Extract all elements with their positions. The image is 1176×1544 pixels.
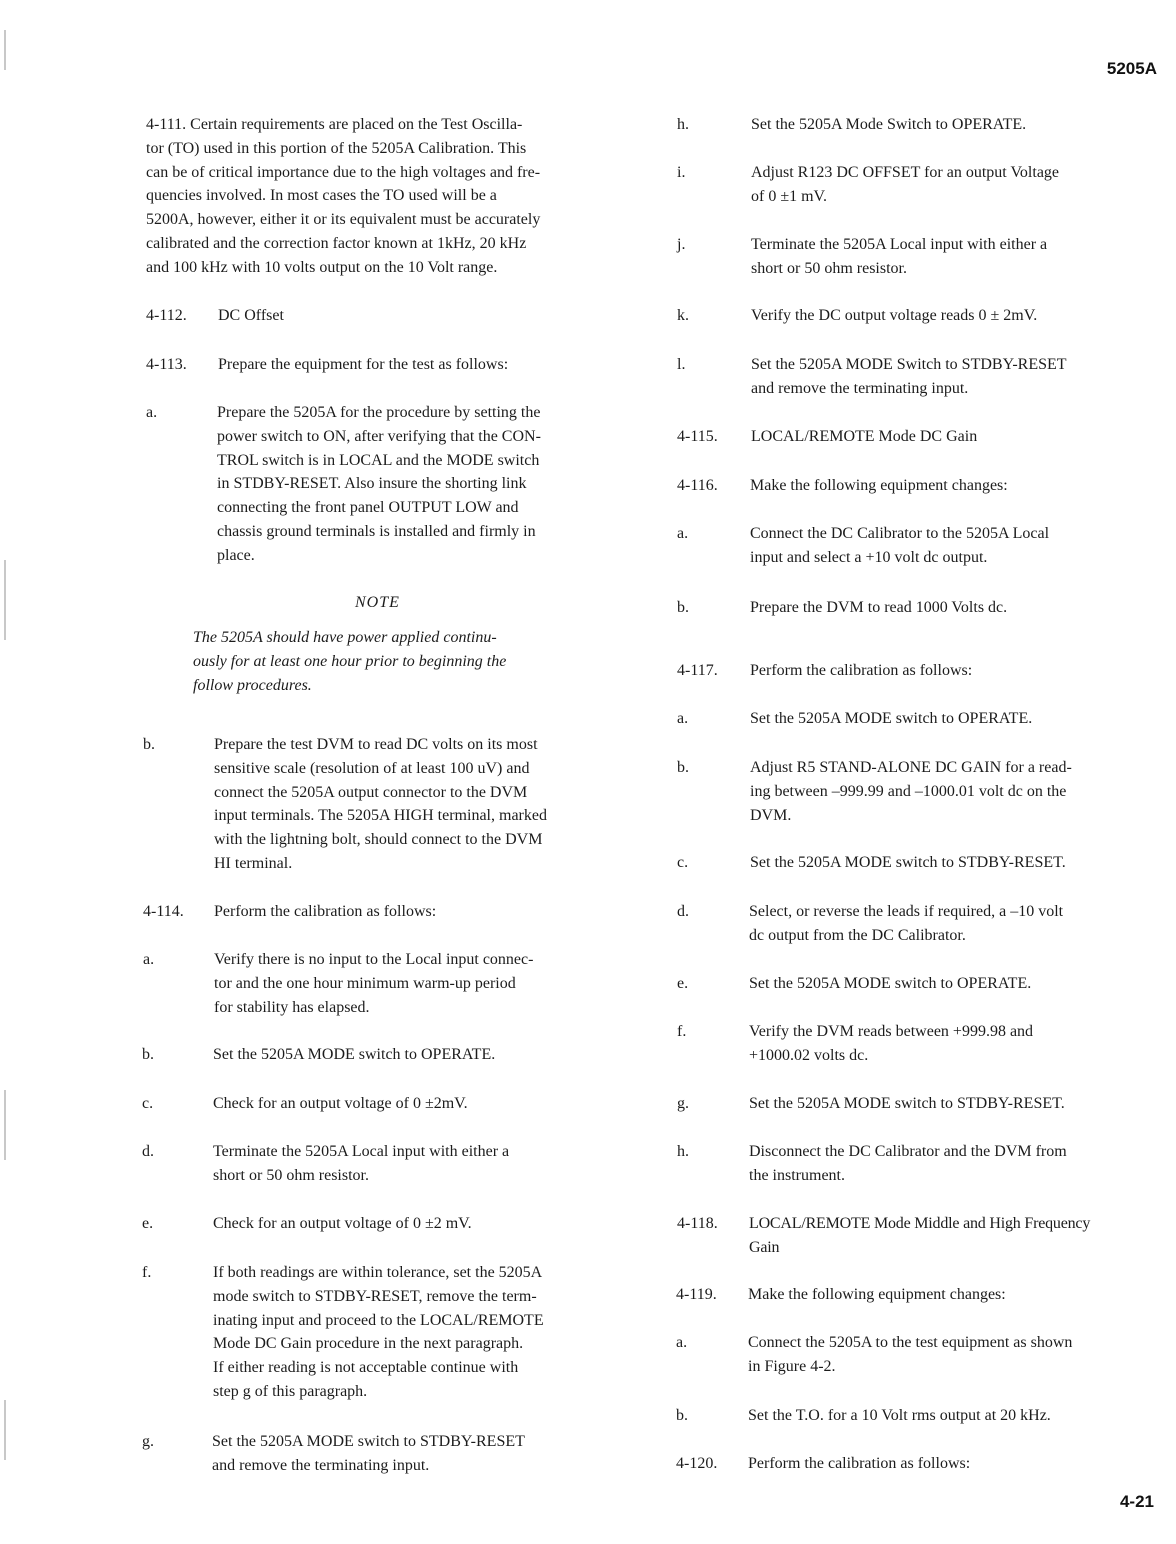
- step-text: Disconnect the DC Calibrator and the DVM from the instrument.: [749, 1143, 1067, 1184]
- paragraph-number: 4-118.: [677, 1215, 718, 1232]
- step-text: Prepare the 5205A for the procedure by setting the power switch to ON, after verifying that the CON- TROL switch is in LOCAL and the MODE switch in STDBY-RESET. Also insure the shorting link connecting the front panel OUTPUT LOW and chassis ground terminals is installed and firmly in place.: [217, 404, 541, 564]
- paragraph-number: 4-115.: [677, 428, 718, 445]
- step-label: b.: [142, 1046, 154, 1063]
- step-text: Terminate the 5205A Local input with either a short or 50 ohm resistor.: [213, 1143, 510, 1184]
- paragraph-text: Prepare the equipment for the test as follows:: [218, 356, 509, 373]
- page-number: 4-21: [1119, 1492, 1154, 1511]
- step-label: i.: [677, 164, 686, 181]
- paragraph-number: 4-119.: [676, 1286, 717, 1303]
- step-text: Set the 5205A MODE switch to OPERATE.: [749, 975, 1032, 992]
- step-text: Adjust R5 STAND-ALONE DC GAIN for a read- ing between –999.99 and –1000.01 volt dc on the DVM.: [750, 759, 1072, 824]
- step-text: Check for an output voltage of 0 ±2mV.: [213, 1095, 468, 1112]
- step-label: g.: [677, 1095, 689, 1112]
- step-text: Prepare the test DVM to read DC volts on its most sensitive scale (resolution of at least 100 uV) and connect the 5205A output connector to the DVM input terminals. The 5205A HIGH terminal, marked with the lightning bolt, should connect to the DVM HI terminal.: [214, 736, 547, 872]
- step-label: d.: [677, 903, 689, 920]
- step-label: f.: [677, 1023, 687, 1040]
- step-label: h.: [677, 1143, 689, 1160]
- step-label: a.: [677, 710, 689, 727]
- step-label: c.: [142, 1095, 154, 1112]
- scan-edge-mark: [4, 30, 6, 70]
- section-heading: DC Offset: [218, 307, 284, 324]
- step-label: b.: [677, 759, 689, 776]
- paragraph-number: 4-112.: [146, 307, 187, 324]
- step-label: d.: [142, 1143, 154, 1160]
- step-text: Select, or reverse the leads if required, a –10 volt dc output from the DC Calibrator.: [749, 903, 1064, 944]
- paragraph-number: 4-113.: [146, 356, 187, 373]
- step-label: g.: [142, 1433, 154, 1450]
- step-label: a.: [676, 1334, 688, 1351]
- step-text: If both readings are within tolerance, set the 5205A mode switch to STDBY-RESET, remove the term- inating input and proceed to the LOCAL/REMOTE Mode DC Gain procedure in the next paragraph. If either reading is not acceptable continue with step g of this paragraph.: [213, 1264, 544, 1400]
- step-label: b.: [676, 1407, 688, 1424]
- step-label: l.: [677, 356, 686, 373]
- step-text: Connect the 5205A to the test equipment as shown in Figure 4-2.: [748, 1334, 1073, 1375]
- paragraph-number: 4-116.: [677, 477, 718, 494]
- step-text: Connect the DC Calibrator to the 5205A Local input and select a +10 volt dc output.: [750, 525, 1050, 566]
- step-text: Set the 5205A MODE switch to OPERATE.: [213, 1046, 496, 1063]
- paragraph-4-111: 4-111. Certain requirements are placed on the Test Oscilla- tor (TO) used in this portion of the 5205A Calibration. This can be of critical importance due to the high voltages and fre- quencies involved. In most cases the TO used will be a 5200A, however, either it or its equivalent must be accurately calibrated and the correction factor known at 1kHz, 20 kHz and 100 kHz with 10 volts output on the 10 Volt range.: [146, 116, 541, 276]
- step-text: Set the 5205A Mode Switch to OPERATE.: [751, 116, 1027, 133]
- step-text: Verify the DC output voltage reads 0 ± 2mV.: [751, 307, 1038, 324]
- section-heading: LOCAL/REMOTE Mode Middle and High Frequency Gain: [749, 1215, 1091, 1256]
- paragraph-text: Perform the calibration as follows:: [748, 1455, 971, 1472]
- step-label: h.: [677, 116, 689, 133]
- paragraph-text: Perform the calibration as follows:: [750, 662, 973, 679]
- step-label: j.: [677, 236, 686, 253]
- paragraph-text: Make the following equipment changes:: [748, 1286, 1006, 1303]
- scan-edge-mark: [4, 1090, 6, 1160]
- step-label: a.: [143, 951, 155, 968]
- note-body: The 5205A should have power applied continu- ously for at least one hour prior to beginning the follow procedures.: [193, 629, 507, 694]
- note-title: NOTE: [355, 594, 400, 611]
- paragraph-text: Make the following equipment changes:: [750, 477, 1008, 494]
- step-text: Terminate the 5205A Local input with either a short or 50 ohm resistor.: [751, 236, 1048, 277]
- step-text: Set the 5205A MODE switch to STDBY-RESET.: [750, 854, 1066, 871]
- paragraph-number: 4-120.: [676, 1455, 718, 1472]
- step-text: Set the 5205A MODE switch to OPERATE.: [750, 710, 1033, 727]
- scan-edge-mark: [4, 1400, 6, 1460]
- step-text: Set the 5205A MODE Switch to STDBY-RESET and remove the terminating input.: [751, 356, 1067, 397]
- step-label: c.: [677, 854, 689, 871]
- step-label: k.: [677, 307, 689, 324]
- step-text: Set the 5205A MODE switch to STDBY-RESET.: [749, 1095, 1065, 1112]
- step-label: e.: [142, 1215, 154, 1232]
- step-text: Set the 5205A MODE switch to STDBY-RESET and remove the terminating input.: [212, 1433, 525, 1474]
- section-heading: LOCAL/REMOTE Mode DC Gain: [751, 428, 978, 445]
- step-label: a.: [677, 525, 689, 542]
- page-header-model: 5205A: [1106, 59, 1157, 78]
- step-text: Prepare the DVM to read 1000 Volts dc.: [750, 599, 1008, 616]
- step-text: Check for an output voltage of 0 ±2 mV.: [213, 1215, 472, 1232]
- step-text: Set the T.O. for a 10 Volt rms output at 20 kHz.: [748, 1407, 1051, 1424]
- step-label: f.: [142, 1264, 152, 1281]
- step-label: e.: [677, 975, 689, 992]
- paragraph-number: 4-114.: [143, 903, 184, 920]
- step-text: Verify the DVM reads between +999.98 and +1000.02 volts dc.: [749, 1023, 1034, 1064]
- scan-edge-mark: [4, 560, 6, 640]
- step-label: b.: [143, 736, 155, 753]
- step-text: Adjust R123 DC OFFSET for an output Voltage of 0 ±1 mV.: [751, 164, 1060, 205]
- paragraph-text: Perform the calibration as follows:: [214, 903, 437, 920]
- step-label: b.: [677, 599, 689, 616]
- step-text: Verify there is no input to the Local input connec- tor and the one hour minimum warm-up period for stability has elapsed.: [214, 951, 534, 1016]
- paragraph-number: 4-117.: [677, 662, 718, 679]
- step-label: a.: [146, 404, 158, 421]
